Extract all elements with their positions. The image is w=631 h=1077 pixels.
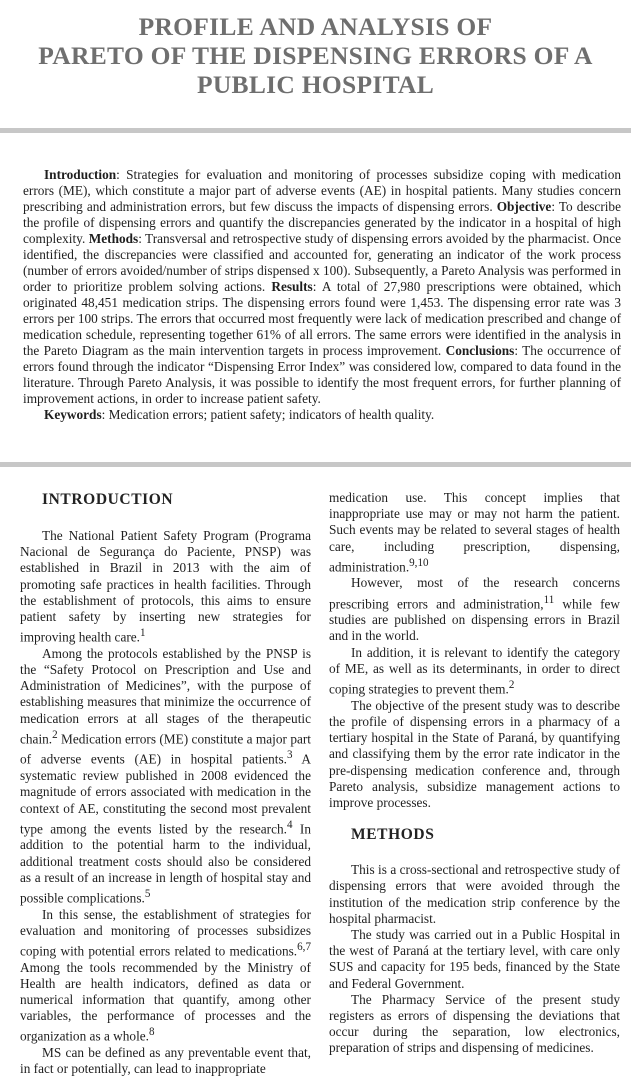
title-line-1: PROFILE AND ANALYSIS OF xyxy=(138,12,493,41)
methods-paragraph-3: The Pharmacy Service of the present study registers as errors of dispensing the deviations that occur during the separation, low electronics, preparation of strips and dispensing of medicines. xyxy=(329,991,620,1056)
intro-p3-text-a: In this sense, the establishment of strategies for evaluation and monitoring of processes subsidizes coping with potential errors related to medications. xyxy=(20,906,311,959)
introduction-label: Introduction xyxy=(44,167,117,182)
intro-paragraph-8: The objective of the present study was to describe the profile of dispensing errors in a pharmacy of a tertiary hospital in the State of Paraná, by quantifying and classifying them by the error rate indicator in the pre-dispensing medication conference and, through Pareto analysis, subsidize management actions to improve processes. xyxy=(329,697,620,810)
intro-paragraph-5 xyxy=(329,490,620,575)
citation-ref: 4 xyxy=(286,818,293,831)
methods-paragraph-2: The study was carried out in a Public Hospital in the west of Paraná at the tertiary level, with care only SUS and capacity for 195 beds, financed by the State and Federal Government. xyxy=(329,926,620,991)
conclusions-text: : The occurrence of errors found through the indicator “Dispensing Error Index” was considered low, compared to data found in the literature. Through Pareto Analysis, it was possible to identify the most frequent errors, for further planning of improvement actions, in order to increase patient safety. xyxy=(23,343,621,406)
intro-p6-text-a: However, most of the research concerns prescribing errors and administration, xyxy=(329,575,620,612)
keywords-label: Keywords xyxy=(44,407,102,422)
results-text: : A total of 27,980 prescriptions were obtained, which originated 48,451 medication strips. The dispensing errors found were 1,453. The dispensing error rate was 3 errors per 100 strips. The errors that occurred most frequently were lack of medication prescribed and change of medication schedule, representing together 61% of all errors. The same errors were identified in the analysis in the Pareto Diagram as the main intervention targets in process improvement. xyxy=(23,279,621,358)
objective-label: Objective xyxy=(496,199,552,214)
intro-p7-text: In addition, it is relevant to identify the category of ME, as well as its determinants, in order to direct coping strategies to prevent them. xyxy=(329,644,620,697)
citation-ref: 2 xyxy=(52,728,58,741)
article-title xyxy=(0,12,631,99)
introduction-heading: INTRODUCTION xyxy=(42,491,174,508)
intro-p2-text-c: A systematic review published in 2008 evidenced the magnitude of errors associated with medication in the context of AE, constituting the second most prevalent type among the events listed by the research. xyxy=(20,751,311,837)
citation-ref: 5 xyxy=(144,887,151,900)
citation-ref: 9,10 xyxy=(409,556,429,569)
conclusions-label: Conclusions xyxy=(445,343,515,358)
citation-ref: 1 xyxy=(140,627,146,640)
intro-paragraph-2 xyxy=(20,646,311,907)
left-column xyxy=(20,490,311,1077)
intro-p5-text: medication use. This concept implies that inappropriate use may or may not harm the patient. Such events may be related to several stages of health care, including prescription, dispensing, administration. xyxy=(329,490,620,575)
methods-label: Methods xyxy=(88,231,139,246)
abstract xyxy=(23,167,621,423)
results-label: Results xyxy=(271,279,313,294)
intro-paragraph-4: MS can be defined as any preventable event that, in fact or potentially, can lead to inappropriate xyxy=(20,1045,311,1077)
abstract-paragraph xyxy=(23,167,621,407)
intro-paragraph-3 xyxy=(20,907,311,1045)
intro-p2-text-b: Medication errors (ME) constitute a major part of adverse events (AE) in hospital patients. xyxy=(20,731,311,767)
methods-text: : Transversal and retrospective study of dispensing errors avoided by the pharmacist. Once identified, the discrepancies were classified and accounted for, generating an indicator of the work process (number of errors avoided/number of strips dispensed x 100). Subsequently, a Pareto Analysis was performed in order to prioritize problem solving actions. xyxy=(23,231,621,294)
intro-p6-text-b: while few studies are published on dispensing errors in Brazil and in the world. xyxy=(329,596,620,644)
citation-ref: 8 xyxy=(149,1026,155,1039)
abstract-divider xyxy=(0,462,631,467)
title-line-2: PARETO OF THE DISPENSING ERRORS OF A xyxy=(38,41,593,70)
right-column xyxy=(329,490,620,1057)
keywords-text: : Medication errors; patient safety; indicators of health quality. xyxy=(101,407,435,422)
intro-paragraph-7 xyxy=(329,645,620,698)
citation-ref: 6,7 xyxy=(297,940,311,953)
intro-p2-text-d: In addition to the potential harm to the individual, additional treatment costs should also be considered as a result of an increase in length of hospital stay and possible complications. xyxy=(20,821,311,906)
keywords-paragraph xyxy=(23,407,621,423)
intro-p3-text-b: Among the tools recommended by the Ministry of Health are health indicators, defined as data or numerical information that quantify, among other variables, the performance of processes and the organization as a whole. xyxy=(20,959,311,1044)
citation-ref: 11 xyxy=(543,593,555,606)
intro-paragraph-6 xyxy=(329,575,620,644)
methods-heading: METHODS xyxy=(351,826,435,844)
intro-p1-text: The National Patient Safety Program (Programa Nacional de Segurança do Paciente, PNSP) was established in Brazil in 2013 with the aim of promoting safe practices in health facilities. Through the establishment of protocols, this aims to ensure patient safety by inserting new strategies for improving health care. xyxy=(20,528,311,645)
citation-ref: 3 xyxy=(286,749,293,762)
title-line-3: PUBLIC HOSPITAL xyxy=(196,70,435,99)
intro-paragraph-1 xyxy=(20,528,311,646)
citation-ref: 2 xyxy=(508,679,515,692)
methods-paragraph-1: This is a cross-sectional and retrospective study of dispensing errors that were avoided through the institution of the medication strip conference by the hospital pharmacist. xyxy=(329,862,620,926)
intro-p2-text-a: Among the protocols established by the PNSP is the “Safety Protocol on Prescription and Use and Administration of Medicines”, with the purpose of establishing measures that minimize the occurrence of medication errors at all stages of the therapeutic chain. xyxy=(20,645,311,747)
objective-text: : To describe the profile of dispensing errors and quantify the discrepancies generated by the indicator in a hospital of high complexity. xyxy=(23,199,621,246)
introduction-text: : Strategies for evaluation and monitoring of processes subsidize coping with medication errors (ME), which constitute a major part of adverse events (AE) in hospital patients. Many studies concern prescribing and administration errors, but few discuss the impacts of dispensing errors. xyxy=(23,167,621,214)
top-divider xyxy=(0,128,631,133)
